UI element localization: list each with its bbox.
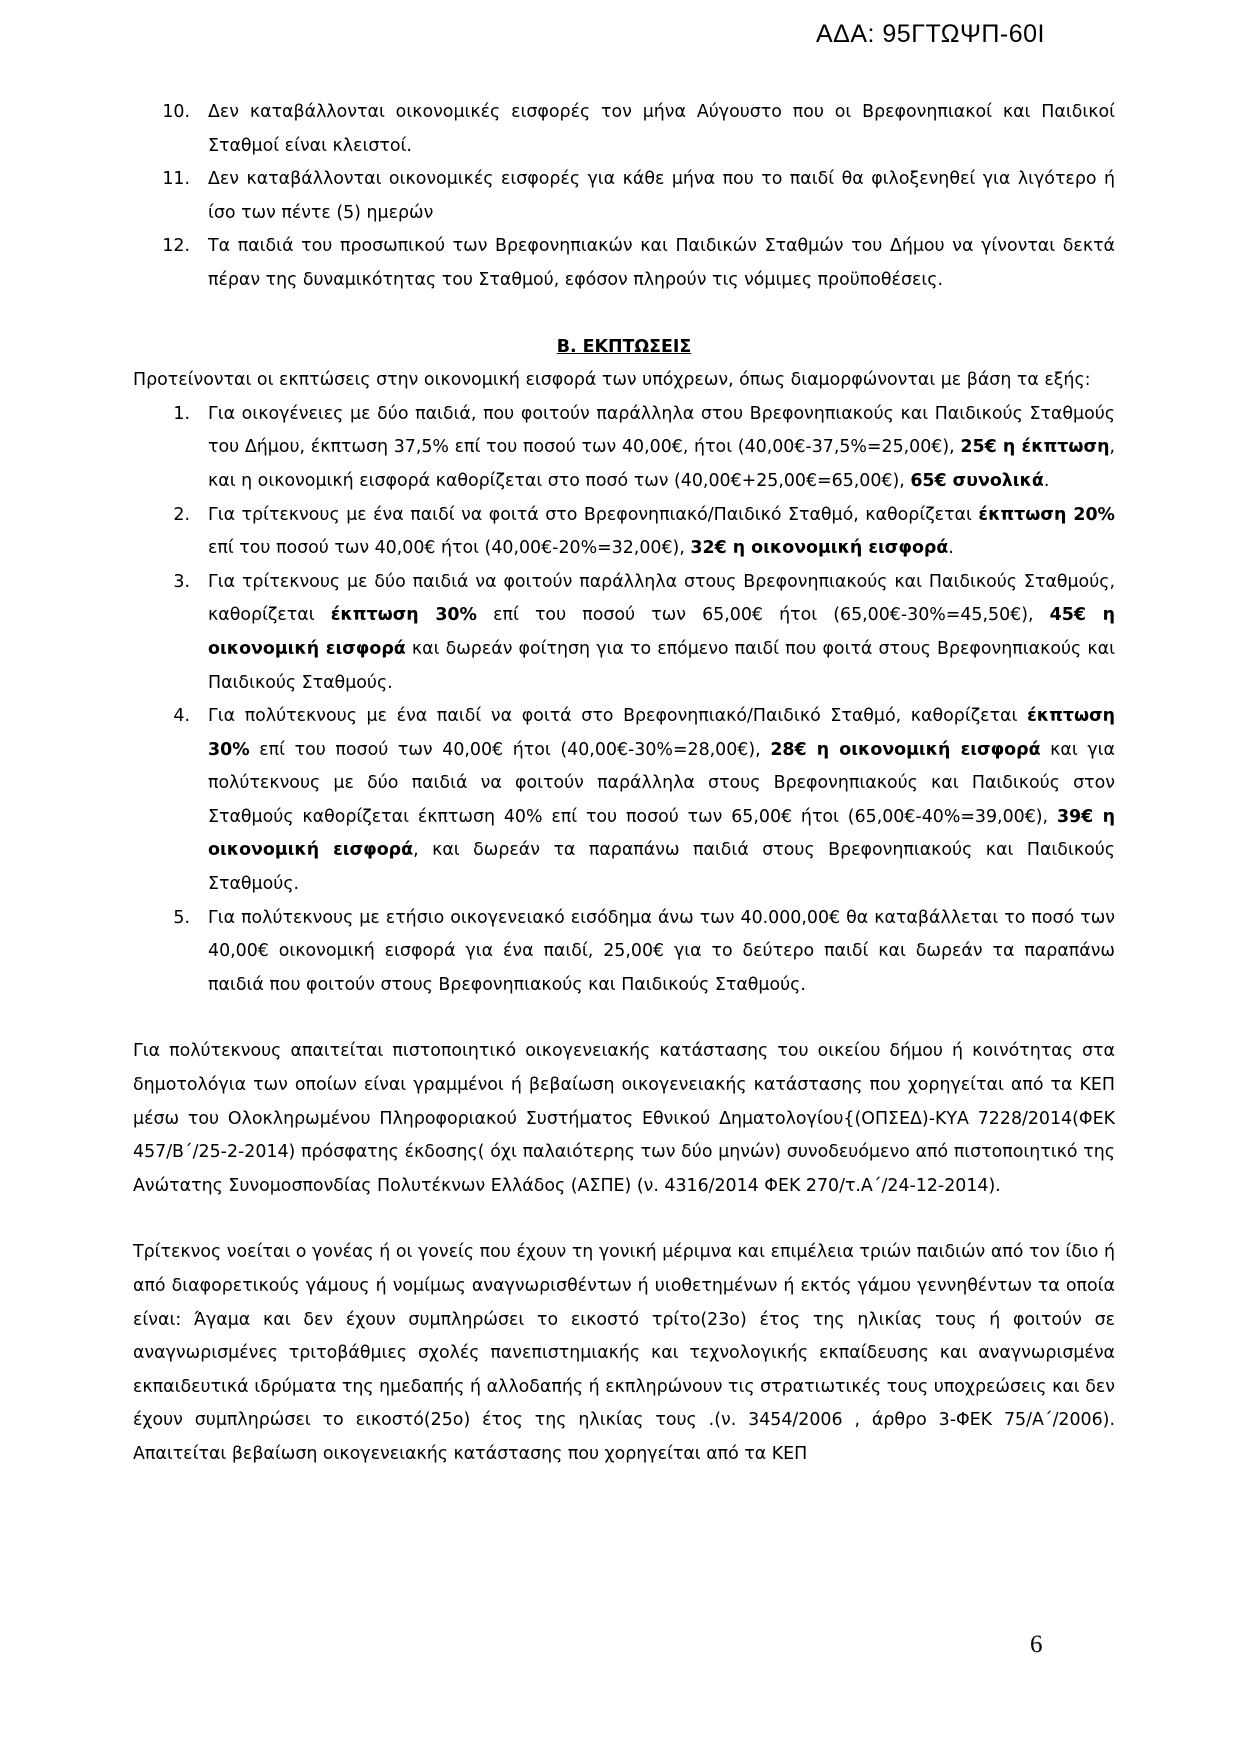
discount-item-text <box>208 499 1115 566</box>
discount-item-text <box>208 566 1115 700</box>
discount-item <box>133 566 1115 700</box>
list-item-number: 10. <box>162 102 190 122</box>
emphasis-text: έκπτωση 20% <box>978 504 1115 525</box>
section-b-heading: Β. ΕΚΠΤΩΣΕΙΣ <box>556 336 692 357</box>
paragraph-polyteknoi: Για πολύτεκνους απαιτείται πιστοποιητικό οικογενειακής κατάστασης του οικείου δήμου ή κοινότητας στα δημοτολόγια των οποίων είναι γραμμένοι ή βεβαίωση οικογενειακής κατάστασης που χορηγείται από τα ΚΕΠ μέσω του Ολοκληρωμένου Πληροφοριακού Συστήματος Εθνικού Δηματολογίου{(ΟΠΣΕΔ)-ΚΥΑ 7228/2014(ΦΕΚ 457/Β΄/25-2-2014) πρόσφατης έκδοσης( όχι παλαιότερης των δύο μηνών) συνοδευόμενο από πιστοποιητικό της Ανώτατης Συνομοσπονδίας Πολυτέκνων Ελλάδος (ΑΣΠΕ) (ν. 4316/2014 ΦΕΚ 270/τ.Α΄/24-12-2014). <box>133 1041 1115 1196</box>
discount-item-text <box>208 902 1115 1003</box>
paragraph-triteknos: Τρίτεκνος νοείται ο γονέας ή οι γονείς που έχουν τη γονική μέριμνα και επιμέλεια τριών παιδιών από τον ίδιο ή από διαφορετικούς γάμους ή νομίμως αναγνωρισθέντων ή υιοθετημένων ή εκτός γάμου γεννηθέντων τα οποία είναι: Άγαμα και δεν έχουν συμπληρώσει το εικοστό τρίτο(23ο) έτος της ηλικίας τους ή φοιτούν σε αναγνωρισμένες τριτοβάθμιες σχολές πανεπιστημιακής και τεχνολογικής εκπαίδευσης και αναγνωρισμένα εκπαιδευτικά ιδρύματα της ημεδαπής ή αλλοδαπής ή εκπληρώνουν τις στρατιωτικές τους υποχρεώσεις και δεν έχουν συμπληρώσει το εικοστό(25ο) έτος της ηλικίας τους .(ν. 3454/2006 , άρθρο 3-ΦΕΚ 75/Α΄/2006). Απαιτείται βεβαίωση οικογενειακής κατάστασης που χορηγείται από τα ΚΕΠ <box>133 1242 1115 1464</box>
list-item <box>133 163 1115 230</box>
emphasis-text: 32€ η οικονομική εισφορά <box>690 538 949 559</box>
discount-item-number: 1. <box>173 403 190 424</box>
document-body <box>133 96 1115 1472</box>
text-run: . <box>1043 470 1050 491</box>
text-run: Για τρίτεκνους με δύο παιδιά να φοιτούν παράλληλα στους Βρεφονηπιακούς και Παιδικούς Σταθμούς, καθορίζεται <box>208 571 1115 626</box>
discount-item <box>133 700 1115 902</box>
discount-item-number: 3. <box>173 571 190 592</box>
text-run: , και η οικονομική εισφορά καθορίζεται στο ποσό των (40,00€+25,00€=65,00€), <box>208 437 1115 491</box>
discount-item-text <box>208 700 1115 902</box>
discount-list <box>133 398 1115 1003</box>
text-run: και για πολύτεκνους με δύο παιδιά να φοιτούν παράλληλα στους Βρεφονηπιακούς και Παιδικούς στον Σταθμούς καθορίζεται έκπτωση 40% επί του ποσού των 65,00€ ήτοι (65,00€-40%=39,00€), <box>208 739 1116 827</box>
discount-item <box>133 902 1115 1003</box>
text-run: επί του ποσού των 40,00€ ήτοι (40,00€-30%=28,00€), <box>249 739 771 760</box>
list-item-number: 12. <box>162 236 190 257</box>
text-run: Για πολύτεκνους με ένα παιδί να φοιτά στο Βρεφονηπιακό/Παιδικό Σταθμό, καθορίζεται <box>208 706 1028 727</box>
ada-code: ΑΔΑ: 95ΓΤΩΨΠ-60Ι <box>815 20 1045 48</box>
list-a <box>133 96 1115 298</box>
list-item-number: 11. <box>162 169 190 190</box>
emphasis-text: 28€ η οικονομική εισφορά <box>770 739 1041 760</box>
text-run: επί του ποσού των 40,00€ ήτοι (40,00€-20%=32,00€), <box>208 538 691 559</box>
section-b-intro: Προτείνονται οι εκπτώσεις στην οικονομική εισφορά των υπόχρεων, όπως διαμορφώνονται με βάση τα εξής: <box>133 370 1091 391</box>
list-item-text: Δεν καταβάλλονται οικονομικές εισφορές για κάθε μήνα που το παιδί θα φιλοξενηθεί για λιγότερο ή ίσο των πέντε (5) ημερών <box>208 169 1115 223</box>
text-run: . <box>948 538 954 559</box>
text-run: , και δωρεάν τα παραπάνω παιδιά στους Βρεφονηπιακούς και Παιδικούς Σταθμούς. <box>208 840 1115 895</box>
list-item-text: Δεν καταβάλλονται οικονομικές εισφορές τον μήνα Αύγουστο που οι Βρεφονηπιακοί και Παιδικοί Σταθμοί είναι κλειστοί. <box>208 102 1115 156</box>
list-item-text: Τα παιδιά του προσωπικού των Βρεφονηπιακών και Παιδικών Σταθμών του Δήμου να γίνονται δεκτά πέραν της δυναμικότητας του Σταθμού, εφόσον πληρούν τις νόμιμες προϋποθέσεις. <box>208 236 1115 290</box>
discount-item <box>133 398 1115 499</box>
text-run: επί του ποσού των 65,00€ ήτοι (65,00€-30%=45,50€), <box>476 605 1050 626</box>
list-item <box>133 230 1115 297</box>
emphasis-text: 65€ συνολικά <box>910 470 1044 491</box>
emphasis-text: 39€ η οικονομική εισφορά <box>208 806 1115 861</box>
page-number: 6 <box>1030 1631 1043 1658</box>
emphasis-text: έκπτωση 30% <box>208 706 1115 760</box>
discount-item-text <box>208 398 1115 499</box>
discount-item <box>133 499 1115 566</box>
text-run: και δωρεάν φοίτηση για το επόμενο παιδί που φοιτά στους Βρεφονηπιακούς και Παιδικούς Σταθμούς. <box>208 638 1115 693</box>
text-run: Για τρίτεκνους με ένα παιδί να φοιτά στο Βρεφονηπιακό/Παιδικό Σταθμό, καθορίζεται <box>208 504 979 525</box>
discount-item-number: 4. <box>173 706 190 727</box>
emphasis-text: 45€ η οικονομική εισφορά <box>208 605 1115 659</box>
emphasis-text: έκπτωση 30% <box>330 605 477 626</box>
discount-item-number: 2. <box>173 504 190 525</box>
text-run: Για πολύτεκνους με ετήσιο οικογενειακό εισόδημα άνω των 40.000,00€ θα καταβάλλεται το ποσό των 40,00€ οικονομική εισφορά για ένα παιδί, 25,00€ για το δεύτερο παιδί και δωρεάν τα παραπάνω παιδιά που φοιτούν στους Βρεφονηπιακούς και Παιδικούς Σταθμούς. <box>208 907 1115 995</box>
list-item <box>133 96 1115 163</box>
emphasis-text: 25€ η έκπτωση <box>960 437 1110 458</box>
discount-item-number: 5. <box>173 907 190 928</box>
text-run: Για οικογένειες με δύο παιδιά, που φοιτούν παράλληλα στου Βρεφονηπιακούς και Παιδικούς Σταθμούς του Δήμου, έκπτωση 37,5% επί του ποσού των 40,00€, ήτοι (40,00€-37,5%=25,00€), <box>208 403 1115 458</box>
